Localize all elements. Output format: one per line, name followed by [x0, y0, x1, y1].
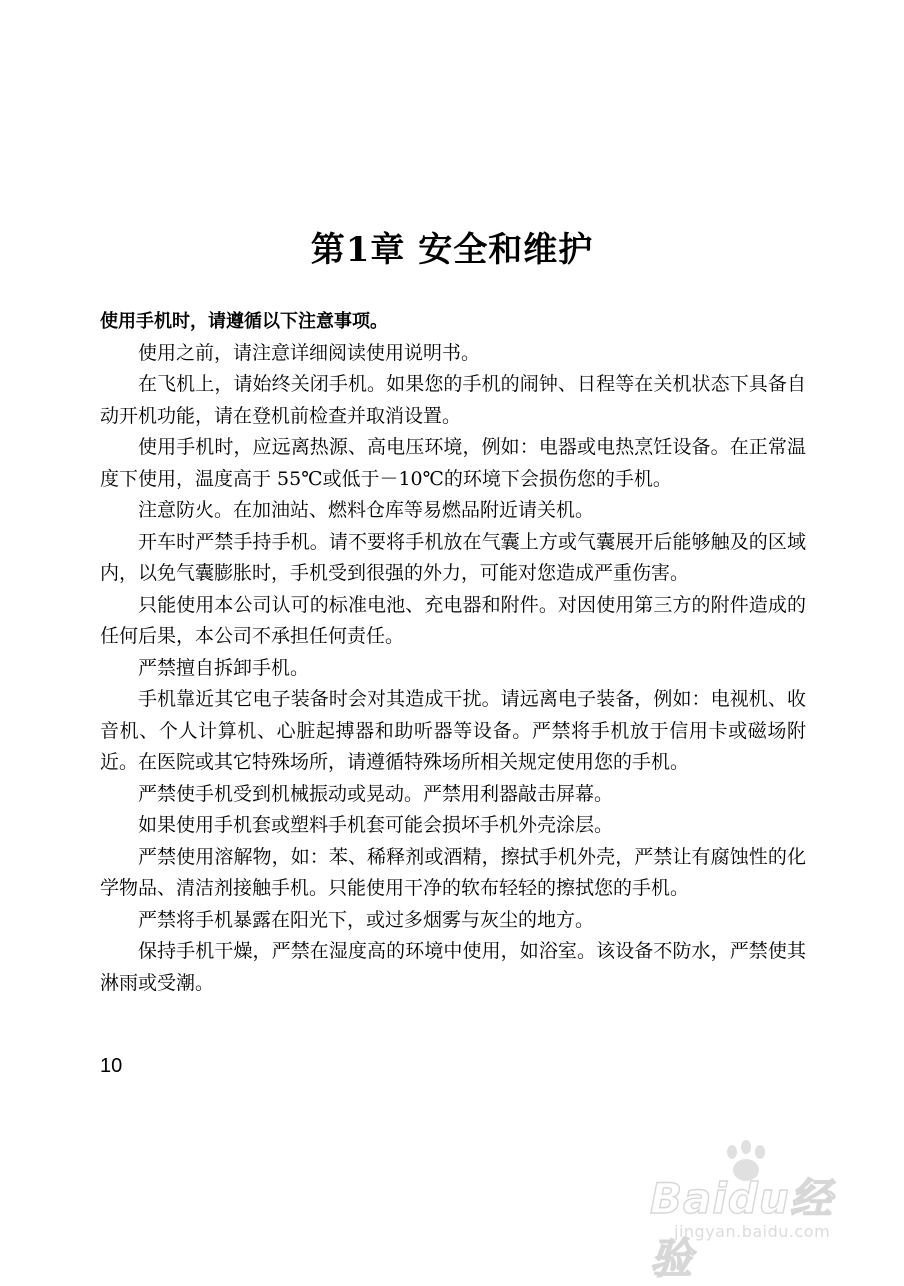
paragraph: 保持手机干燥，严禁在湿度高的环境中使用，如浴室。该设备不防水，严禁使其淋雨或受潮。 [100, 940, 806, 994]
watermark-logo [634, 1140, 874, 1283]
paragraph: 手机靠近其它电子装备时会对其造成干扰。请远离电子装备，例如：电视机、收音机、个人计算机、心脏起搏器和助听器等设备。严禁将手机放于信用卡或磁场附近。在医院或其它特殊场所，请遵循特殊场所相关规定使用您的手机。 [100, 688, 806, 773]
intro-heading: 使用手机时，请遵循以下注意事项。 [100, 311, 388, 332]
paragraph: 严禁将手机暴露在阳光下，或过多烟雾与灰尘的地方。 [138, 908, 595, 931]
paragraph: 严禁擅自拆卸手机。 [138, 656, 310, 679]
chapter-title: 第1章 安全和维护 [310, 230, 594, 270]
paragraph: 在飞机上，请始终关闭手机。如果您的手机的闹钟、日程等在关机状态下具备自动开机功能，请在登机前检查并取消设置。 [100, 373, 806, 427]
paragraph: 开车时严禁手持手机。请不要将手机放在气囊上方或气囊展开后能够触及的区域内，以免气囊膨胀时，手机受到很强的外力，可能对您造成严重伤害。 [100, 530, 806, 584]
document-body [100, 306, 806, 999]
watermark-url: jingyan.baidu.com [674, 1222, 831, 1241]
paragraph: 注意防火。在加油站、燃料仓库等易燃品附近请关机。 [138, 499, 595, 521]
paragraph: 使用手机时，应远离热源、高电压环境，例如：电器或电热烹饪设备。在正常温度下使用，温度高于 55℃或低于－10℃的环境下会损伤您的手机。 [100, 436, 806, 490]
watermark-brand: Baidu经验 [650, 1174, 833, 1283]
paragraph: 严禁使手机受到机械振动或晃动。严禁用利器敲击屏幕。 [138, 782, 614, 805]
paragraph: 使用之前，请注意详细阅读使用说明书。 [138, 341, 481, 364]
paragraph: 如果使用手机套或塑料手机套可能会损坏手机外壳涂层。 [138, 814, 614, 836]
paragraph: 严禁使用溶解物，如：苯、稀释剂或酒精，擦拭手机外壳，严禁让有腐蚀性的化学物品、清洁剂接触手机。只能使用干净的软布轻轻的擦拭您的手机。 [100, 845, 806, 899]
page-number: 10 [100, 1055, 123, 1077]
paragraph: 只能使用本公司认可的标准电池、充电器和附件。对因使用第三方的附件造成的任何后果，本公司不承担任何责任。 [100, 593, 806, 647]
